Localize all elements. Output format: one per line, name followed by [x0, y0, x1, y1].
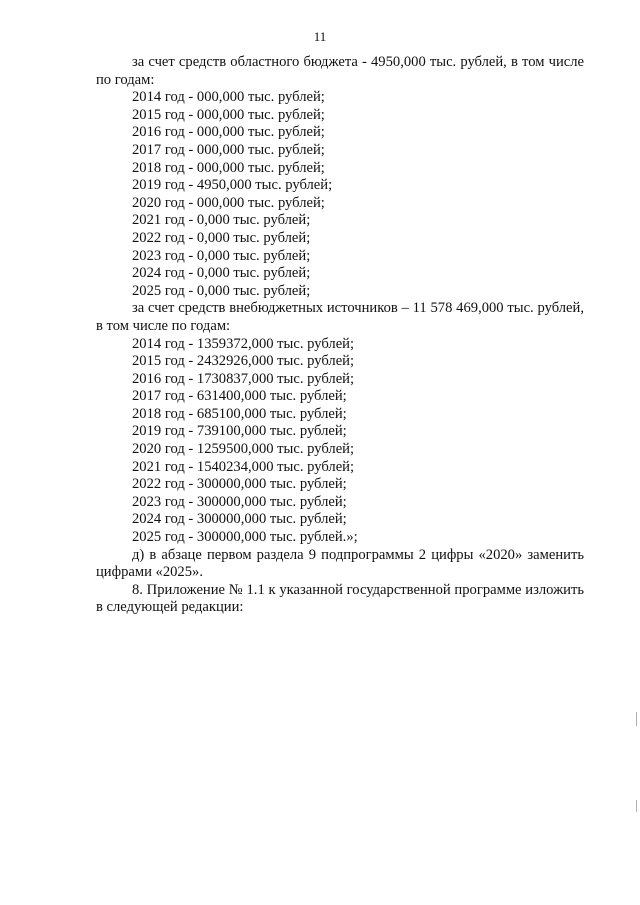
regional-year-line: 2023 год - 0,000 тыс. рублей;: [132, 247, 311, 264]
extrabudgetary-year-line: 2016 год - 1730837,000 тыс. рублей;: [132, 370, 355, 387]
extrabudgetary-year-line: 2024 год - 300000,000 тыс. рублей;: [132, 511, 347, 528]
regional-budget-years: [96, 89, 584, 300]
regional-year-line: 2025 год - 0,000 тыс. рублей;: [132, 282, 311, 299]
extrabudgetary-intro: за счет средств внебюджетных источников – 11 578 469,000 тыс. рублей, в том числе по годам:: [96, 300, 584, 334]
regional-year-line: 2014 год - 000,000 тыс. рублей;: [132, 89, 325, 106]
extrabudgetary-year-line: 2022 год - 300000,000 тыс. рублей;: [132, 476, 347, 493]
regional-budget-intro: за счет средств областного бюджета - 4950,000 тыс. рублей, в том числе по годам:: [96, 54, 584, 88]
regional-year-line: 2019 год - 4950,000 тыс. рублей;: [132, 177, 333, 194]
document-body: [96, 54, 584, 617]
extrabudgetary-year-line: 2023 год - 300000,000 тыс. рублей;: [132, 493, 347, 510]
paragraph-d: д) в абзаце первом раздела 9 подпрограммы 2 цифры «2020» заменить цифрами «2025».: [96, 546, 584, 581]
regional-year-line: 2024 год - 0,000 тыс. рублей;: [132, 265, 311, 282]
scan-edge-mark: [636, 712, 637, 726]
regional-year-line: 2017 год - 000,000 тыс. рублей;: [132, 141, 325, 158]
extrabudgetary-year-line: 2014 год - 1359372,000 тыс. рублей;: [132, 335, 355, 352]
extrabudgetary-year-line: 2018 год - 685100,000 тыс. рублей;: [132, 405, 347, 422]
extrabudgetary-year-line: 2019 год - 739100,000 тыс. рублей;: [132, 423, 347, 440]
regional-year-line: 2016 год - 000,000 тыс. рублей;: [132, 124, 325, 141]
page-number: 11: [313, 29, 327, 44]
extrabudgetary-year-line: 2025 год - 300000,000 тыс. рублей.»;: [132, 529, 358, 546]
regional-year-line: 2018 год - 000,000 тыс. рублей;: [132, 159, 325, 176]
extrabudgetary-year-line: 2017 год - 631400,000 тыс. рублей;: [132, 388, 347, 405]
extrabudgetary-year-line: 2021 год - 1540234,000 тыс. рублей;: [132, 458, 355, 475]
extrabudgetary-year-line: 2015 год - 2432926,000 тыс. рублей;: [132, 353, 355, 370]
paragraph-8: 8. Приложение № 1.1 к указанной государственной программе изложить в следующей редакции:: [96, 581, 584, 616]
extrabudgetary-years: [96, 336, 584, 547]
regional-year-line: 2020 год - 000,000 тыс. рублей;: [132, 194, 325, 211]
regional-year-line: 2021 год - 0,000 тыс. рублей;: [132, 212, 311, 229]
extrabudgetary-year-line: 2020 год - 1259500,000 тыс. рублей;: [132, 441, 355, 458]
scan-edge-mark: [636, 800, 637, 812]
regional-year-line: 2015 год - 000,000 тыс. рублей;: [132, 106, 325, 123]
regional-year-line: 2022 год - 0,000 тыс. рублей;: [132, 229, 311, 246]
